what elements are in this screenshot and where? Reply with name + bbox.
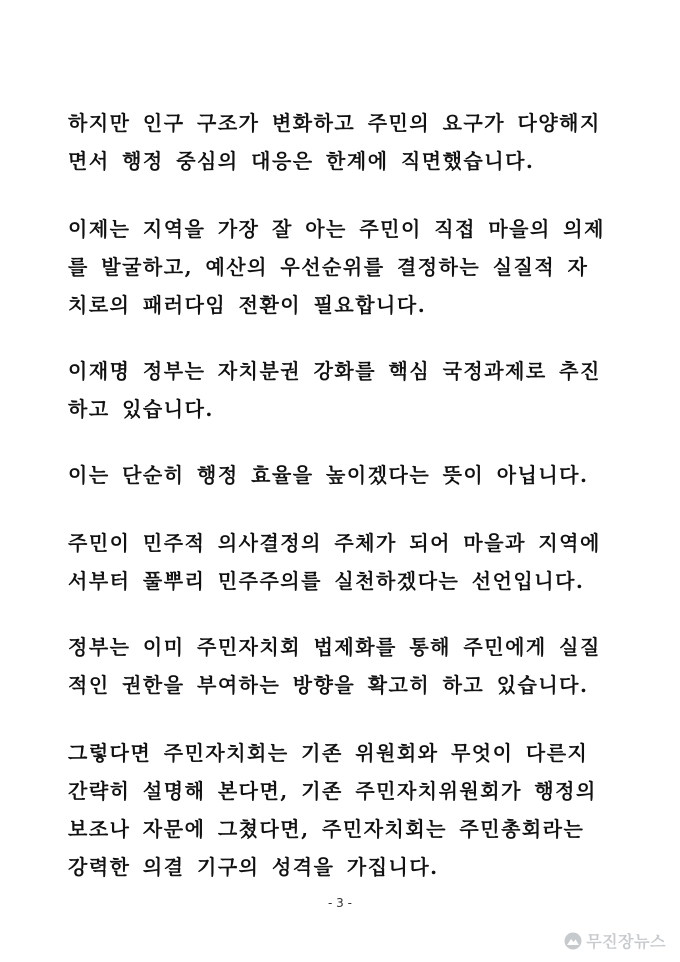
paragraph-6: [68, 628, 616, 704]
paragraph-line: 보조나 자문에 그쳤다면, 주민자치회는 주민총회라는: [68, 817, 585, 841]
paragraph-line: 하지만 인구 구조가 변화하고 주민의 요구가 다양해지: [68, 111, 601, 135]
paragraph-line: 이재명 정부는 자치분권 강화를 핵심 국정과제로 추진: [68, 359, 601, 383]
paragraph-line: 그렇다면 주민자치회는 기존 위원회와 무엇이 다른지: [68, 741, 589, 765]
paragraph-line: 간략히 설명해 본다면, 기존 주민자치위원회가 행정의: [68, 779, 597, 803]
paragraph-line: 서부터 풀뿌리 민주주의를 실천하겠다는 선언입니다.: [68, 569, 585, 593]
paragraph-line: 주민이 민주적 의사결정의 주체가 되어 마을과 지역에: [68, 531, 601, 555]
page-number: - 3 -: [328, 896, 352, 910]
mountain-logo-icon: [564, 932, 582, 950]
watermark-text: 무진장뉴스: [586, 932, 666, 951]
paragraph-line: 면서 행정 중심의 대응은 한계에 직면했습니다.: [68, 149, 535, 173]
paragraph-line: 를 발굴하고, 예산의 우선순위를 결정하는 실질적 자: [68, 255, 589, 279]
paragraph-7: [68, 734, 616, 886]
paragraph-line: 치로의 패러다임 전환이 필요합니다.: [68, 293, 427, 317]
paragraph-3: [68, 352, 616, 428]
paragraph-line: 강력한 의결 기구의 성격을 가집니다.: [68, 855, 439, 879]
paragraph-line: 적인 권한을 부여하는 방향을 확고히 하고 있습니다.: [68, 673, 589, 697]
paragraph-5: [68, 524, 616, 600]
paragraph-line: 하고 있습니다.: [68, 397, 214, 421]
paragraph-1: [68, 104, 616, 180]
watermark: [564, 929, 666, 952]
paragraph-2: [68, 210, 616, 324]
paragraph-line: 이제는 지역을 가장 잘 아는 주민이 직접 마을의 의제: [68, 217, 605, 241]
paragraph-4: [68, 456, 616, 494]
paragraph-line: 정부는 이미 주민자치회 법제화를 통해 주민에게 실질: [68, 635, 601, 659]
paragraph-line: 이는 단순히 행정 효율을 높이겠다는 뜻이 아닙니다.: [68, 463, 589, 487]
